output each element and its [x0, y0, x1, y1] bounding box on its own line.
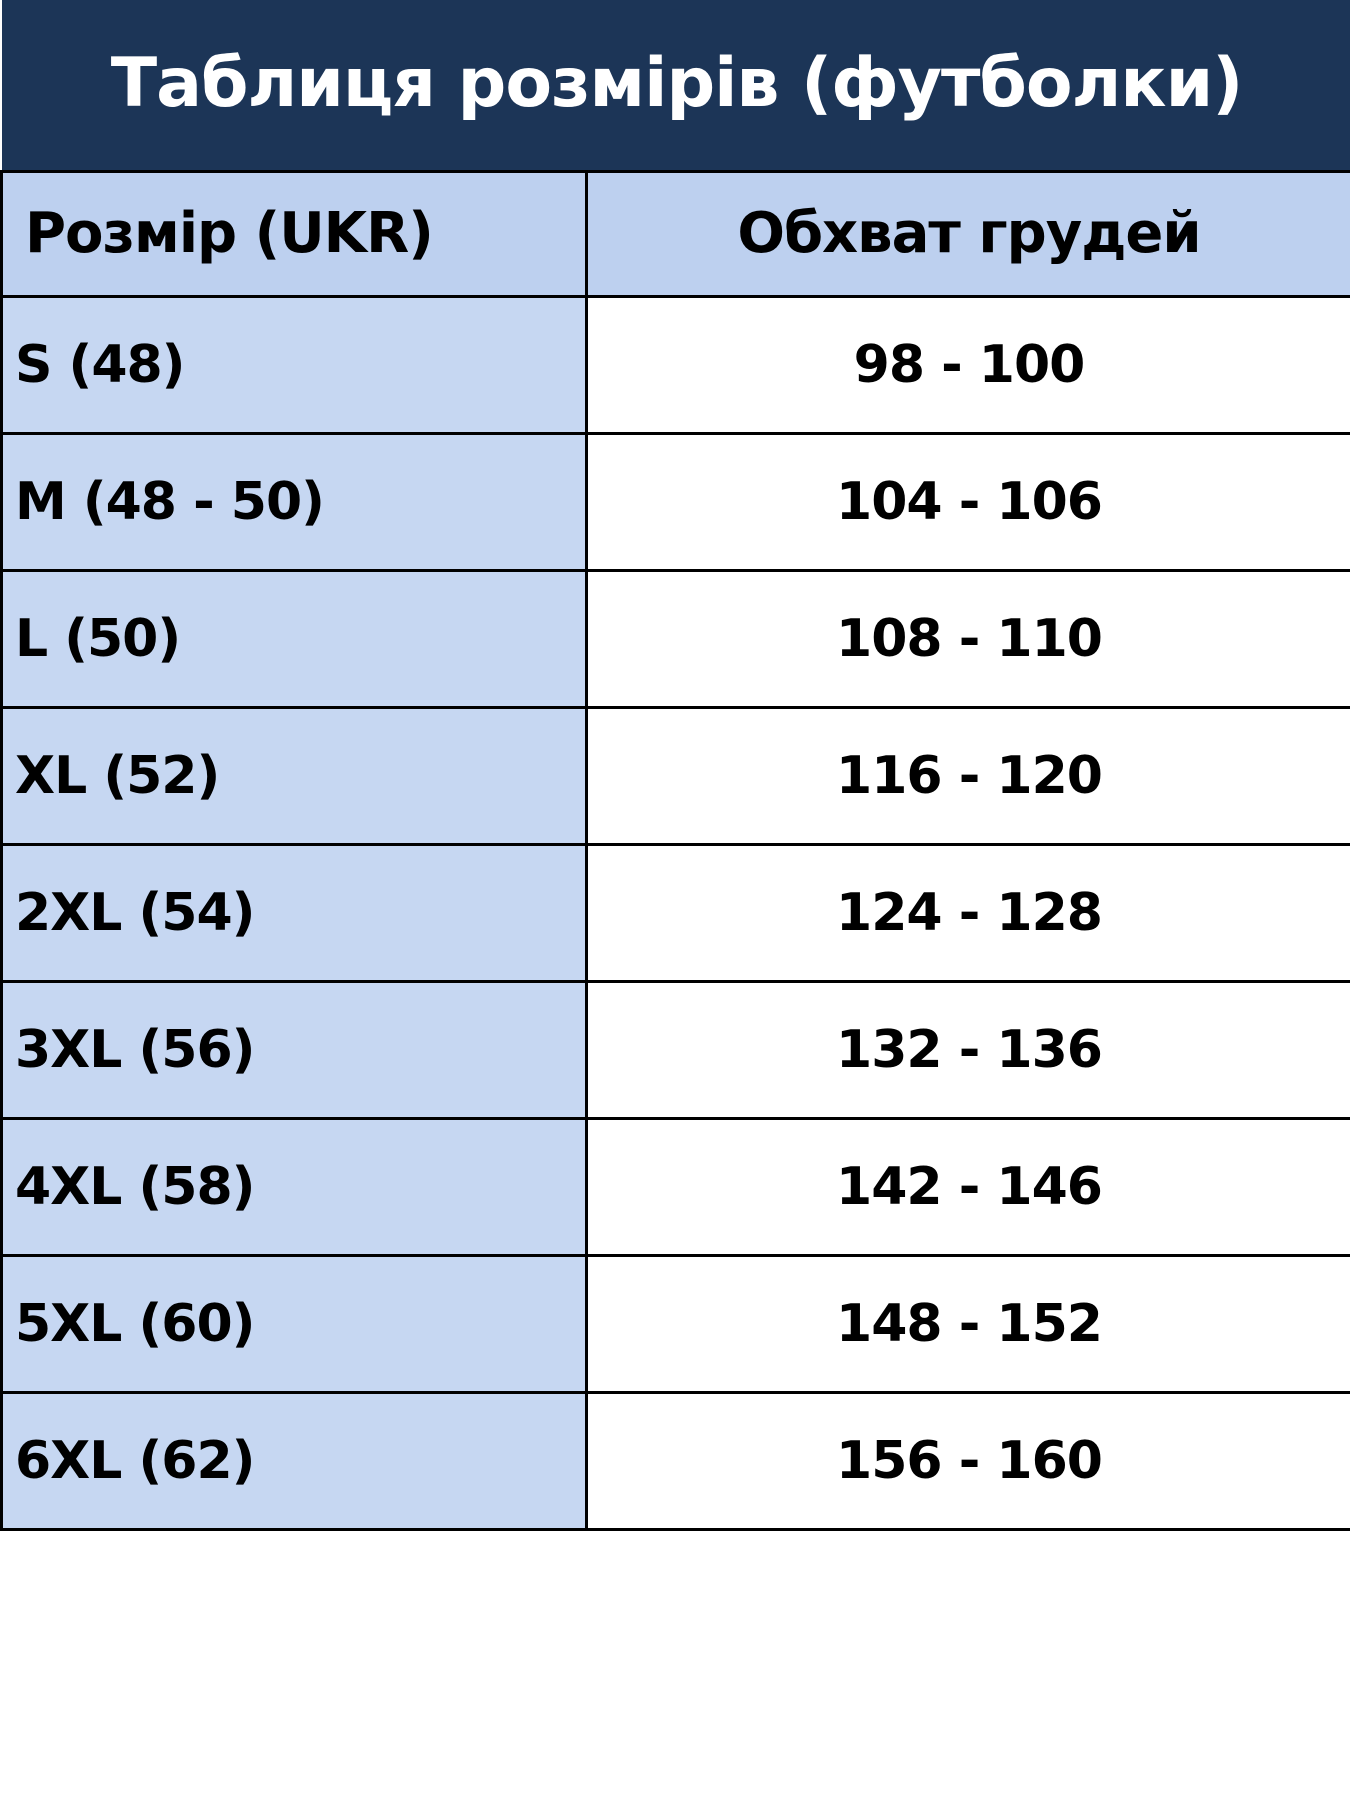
column-header-size: Розмір (UKR) — [2, 172, 587, 297]
column-header-chest: Обхват грудей — [587, 172, 1350, 297]
cell-size: 2XL (54) — [2, 845, 587, 982]
cell-size: 3XL (56) — [2, 982, 587, 1119]
table-row — [2, 1119, 1350, 1256]
cell-size: XL (52) — [2, 708, 587, 845]
table-row — [2, 434, 1350, 571]
table-row — [2, 1256, 1350, 1393]
cell-size: 4XL (58) — [2, 1119, 587, 1256]
table-header-row — [2, 172, 1350, 297]
cell-size: 5XL (60) — [2, 1256, 587, 1393]
cell-chest: 108 - 110 — [587, 571, 1350, 708]
cell-size: M (48 - 50) — [2, 434, 587, 571]
cell-size: 6XL (62) — [2, 1393, 587, 1530]
table-row — [2, 845, 1350, 982]
table-row — [2, 297, 1350, 434]
page-title: Таблиця розмірів (футболки) — [2, 0, 1350, 172]
cell-size: S (48) — [2, 297, 587, 434]
table-title-row — [2, 0, 1350, 172]
cell-chest: 156 - 160 — [587, 1393, 1350, 1530]
table-row — [2, 571, 1350, 708]
table-row — [2, 708, 1350, 845]
cell-chest: 148 - 152 — [587, 1256, 1350, 1393]
table-row — [2, 982, 1350, 1119]
cell-chest: 116 - 120 — [587, 708, 1350, 845]
cell-chest: 104 - 106 — [587, 434, 1350, 571]
cell-chest: 124 - 128 — [587, 845, 1350, 982]
cell-chest: 98 - 100 — [587, 297, 1350, 434]
table-row — [2, 1393, 1350, 1530]
cell-chest: 132 - 136 — [587, 982, 1350, 1119]
cell-size: L (50) — [2, 571, 587, 708]
cell-chest: 142 - 146 — [587, 1119, 1350, 1256]
